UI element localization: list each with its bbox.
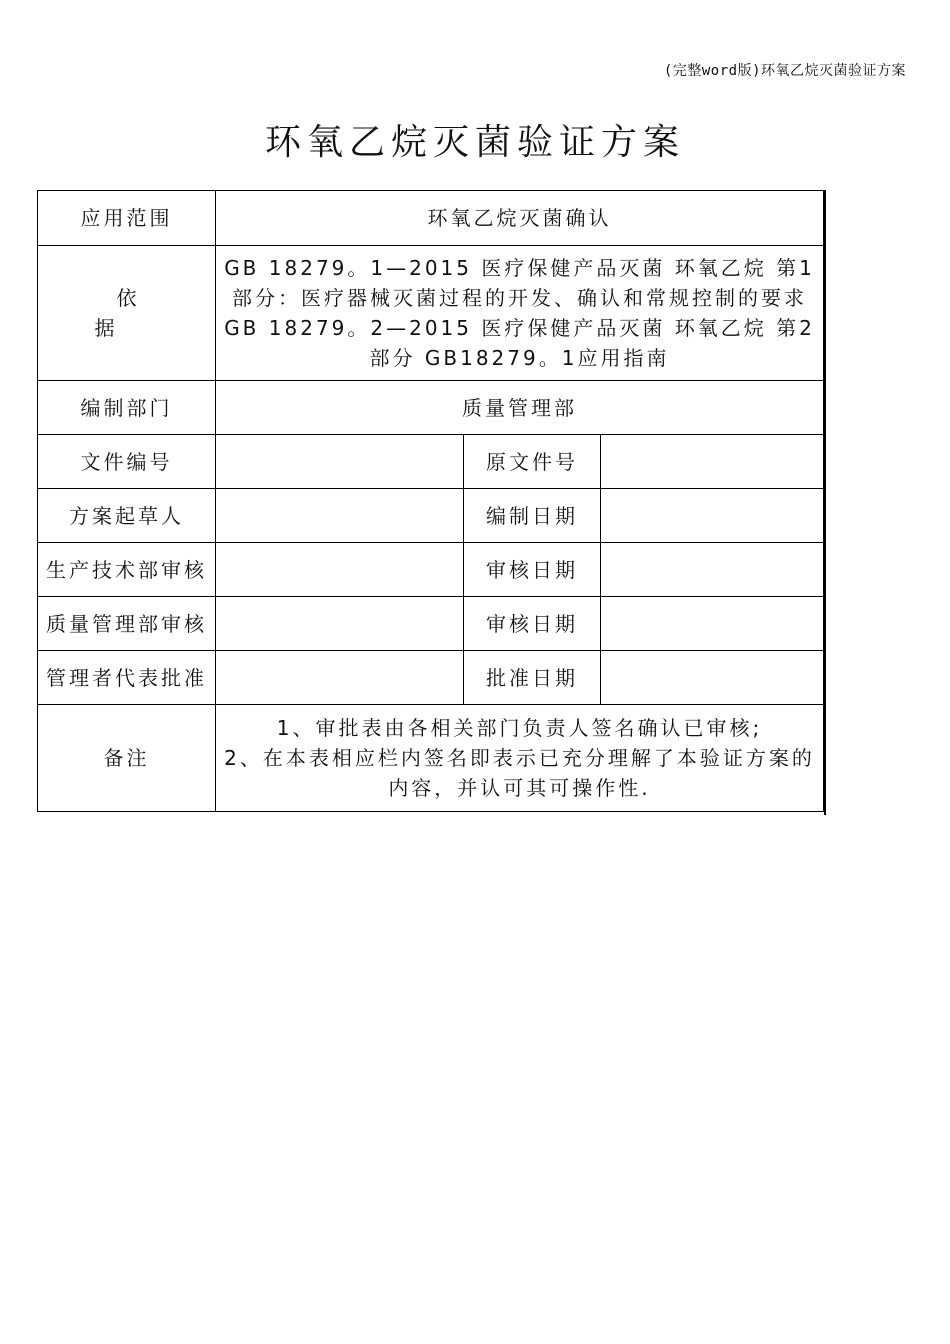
quality-review-label: 质量管理部审核: [38, 597, 216, 651]
document-title: 环氧乙烷灭菌验证方案: [264, 122, 685, 163]
basis-label: 依据: [94, 286, 181, 340]
notes-item-2: 2、在本表相应栏内签名即表示已充分理解了本验证方案的内容，并认可其可操作性.: [224, 746, 815, 800]
row-basis: [38, 246, 824, 381]
original-file-number-field[interactable]: [601, 435, 824, 489]
notes-item-1: 1、审批表由各相关部门负责人签名确认已审核;: [276, 716, 763, 740]
original-file-number-label: 原文件号: [464, 435, 601, 489]
scope-label: 应用范围: [38, 191, 216, 246]
row-quality-review: [38, 597, 824, 651]
row-notes: [38, 705, 824, 812]
basis-standard-2: GB 18279。2—2015 医疗保健产品灭菌 环氧乙烷 第2部分 GB18279。1应用指南: [224, 316, 815, 370]
file-number-field[interactable]: [216, 435, 464, 489]
quality-review-field[interactable]: [216, 597, 464, 651]
file-number-label: 文件编号: [38, 435, 216, 489]
dept-value[interactable]: 质量管理部: [216, 381, 824, 435]
basis-value[interactable]: [216, 246, 824, 381]
production-review-field[interactable]: [216, 543, 464, 597]
production-review-date-label: 审核日期: [464, 543, 601, 597]
dept-label: 编制部门: [38, 381, 216, 435]
drafter-field[interactable]: [216, 489, 464, 543]
basis-standard-1: GB 18279。1—2015 医疗保健产品灭菌 环氧乙烷 第1部分：医疗器械灭菌过程的开发、确认和常规控制的要求: [224, 256, 815, 310]
management-approval-label: 管理者代表批准: [38, 651, 216, 705]
table-right-border: [824, 190, 826, 815]
notes-value: [216, 705, 824, 812]
quality-review-date-label: 审核日期: [464, 597, 601, 651]
basis-label-cell: [38, 246, 216, 381]
header-note: (完整word版)环氧乙烷灭菌验证方案: [663, 63, 906, 79]
row-dept: [38, 381, 824, 435]
compile-date-field[interactable]: [601, 489, 824, 543]
row-approval: [38, 651, 824, 705]
row-production-review: [38, 543, 824, 597]
management-approval-field[interactable]: [216, 651, 464, 705]
compile-date-label: 编制日期: [464, 489, 601, 543]
approval-date-label: 批准日期: [464, 651, 601, 705]
row-drafter: [38, 489, 824, 543]
quality-review-date-field[interactable]: [601, 597, 824, 651]
production-review-label: 生产技术部审核: [38, 543, 216, 597]
production-review-date-field[interactable]: [601, 543, 824, 597]
notes-label: 备注: [38, 705, 216, 812]
approval-date-field[interactable]: [601, 651, 824, 705]
scope-value[interactable]: 环氧乙烷灭菌确认: [216, 191, 824, 246]
drafter-label: 方案起草人: [38, 489, 216, 543]
row-scope: [38, 191, 824, 246]
approval-form-table: [37, 190, 824, 812]
row-file-number: [38, 435, 824, 489]
